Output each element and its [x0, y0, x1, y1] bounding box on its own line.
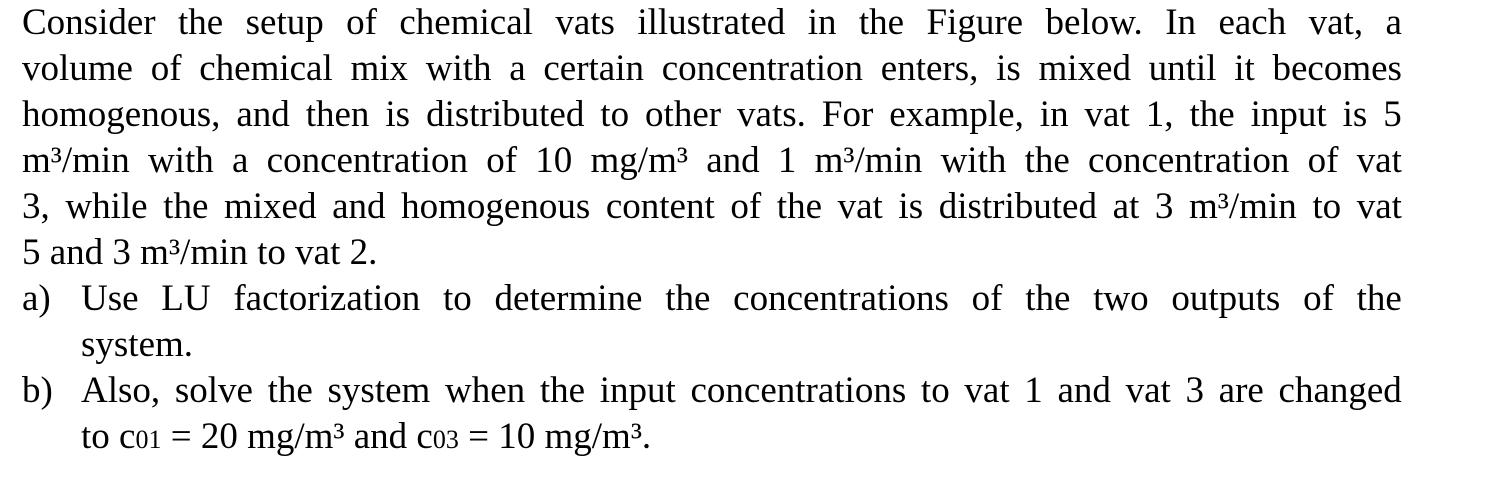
word: the — [163, 186, 209, 227]
word: concentration — [661, 48, 864, 89]
question-a — [22, 276, 1402, 368]
word: to — [1312, 186, 1342, 227]
word: Consider — [22, 2, 156, 43]
word: a — [509, 48, 526, 89]
intro-line-4 — [22, 138, 1402, 184]
word: to — [920, 370, 950, 411]
word: vat, — [1308, 2, 1364, 43]
c03-subscript: 03 — [432, 425, 459, 454]
word: m³/min — [1189, 186, 1297, 227]
word: mg/m³ — [590, 140, 688, 181]
word: the — [1025, 278, 1071, 319]
word: vat — [1356, 186, 1402, 227]
question-a-line-2: system. — [81, 324, 194, 365]
word: to — [600, 94, 630, 135]
intro-line-5 — [22, 184, 1402, 230]
word: the — [267, 370, 313, 411]
word: factorization — [233, 278, 421, 319]
word: when — [445, 370, 526, 411]
word: it — [1234, 48, 1255, 89]
word: then — [305, 94, 370, 135]
c03-suffix: = 10 mg/m³. — [458, 416, 652, 457]
question-a-marker: a) — [22, 278, 51, 319]
c03-prefix: = 20 mg/m³ and c — [161, 416, 433, 457]
word: mixed — [1038, 48, 1131, 89]
word: vat — [1356, 140, 1402, 181]
word: until — [1148, 48, 1217, 89]
word: the — [776, 186, 822, 227]
word: the — [1024, 140, 1070, 181]
word: certain — [543, 48, 644, 89]
word: Also, — [81, 370, 161, 411]
word: is — [996, 48, 1021, 89]
word: distributed — [938, 186, 1097, 227]
intro-line-3 — [22, 92, 1402, 138]
word: and — [706, 140, 760, 181]
word: in — [807, 2, 837, 43]
word: are — [1218, 370, 1264, 411]
word: distributed — [426, 94, 585, 135]
word: 3 — [1185, 370, 1204, 411]
question-a-line-1 — [81, 276, 1402, 322]
word: 10 — [535, 140, 573, 181]
word: of — [1307, 140, 1339, 181]
word: of — [346, 2, 377, 43]
word: a — [1385, 2, 1402, 43]
word: the — [539, 370, 586, 411]
word: and — [1057, 370, 1111, 411]
word: is — [1342, 94, 1368, 135]
word: example, — [889, 94, 1024, 135]
word: determine — [494, 278, 643, 319]
problem-text — [22, 0, 1402, 463]
word: the — [858, 2, 905, 43]
c01-prefix: to c — [81, 416, 136, 457]
word: below. — [1045, 2, 1143, 43]
word: and — [332, 186, 386, 227]
intro-line-2 — [22, 46, 1402, 92]
word: vat — [964, 370, 1010, 411]
word: setup — [245, 2, 324, 43]
word: with — [425, 48, 492, 89]
word: 5 — [1383, 94, 1402, 135]
word: with — [940, 140, 1007, 181]
word: homogenous, — [22, 94, 221, 135]
word: the — [1356, 278, 1402, 319]
question-b-line-2 — [81, 414, 1402, 463]
word: chemical — [399, 2, 533, 43]
word: the — [1189, 94, 1235, 135]
question-b — [22, 368, 1402, 463]
word: illustrated — [637, 2, 786, 43]
word: m³/min — [22, 140, 130, 181]
word: two — [1093, 278, 1149, 319]
intro-line-1 — [22, 0, 1402, 46]
word: each — [1218, 2, 1287, 43]
word: m³/min — [814, 140, 923, 181]
word: concentration — [1088, 140, 1290, 181]
word: of — [1303, 278, 1334, 319]
intro-paragraph — [22, 0, 1402, 276]
word: a — [231, 140, 249, 181]
word: solve — [174, 370, 253, 411]
word: becomes — [1272, 48, 1402, 89]
word: changed — [1278, 370, 1402, 411]
word: vat — [1125, 370, 1171, 411]
question-b-marker: b) — [22, 370, 53, 411]
word: of — [971, 278, 1003, 319]
word: while — [65, 186, 148, 227]
word: outputs — [1171, 278, 1281, 319]
word: to — [443, 278, 472, 319]
word: vats — [555, 2, 615, 43]
word: 3 — [1154, 186, 1174, 227]
word: 1 — [1024, 370, 1043, 411]
word: LU — [161, 278, 211, 319]
word: concentration — [266, 140, 468, 181]
word: 1, — [1145, 94, 1174, 135]
word: of — [150, 48, 182, 89]
word: 1 — [777, 140, 797, 181]
word: the — [178, 2, 224, 43]
word: In — [1165, 2, 1197, 43]
word: mix — [350, 48, 409, 89]
word: volume — [22, 48, 133, 89]
word: concentrations — [733, 278, 949, 319]
word: chemical — [199, 48, 333, 89]
word: and — [236, 94, 290, 135]
intro-line-6: 5 and 3 m³/min to vat 2. — [22, 232, 378, 273]
word: Figure — [926, 2, 1024, 43]
word: vats. — [737, 94, 806, 135]
word: is — [898, 186, 924, 227]
word: Use — [81, 278, 139, 319]
c01-subscript: 01 — [135, 425, 162, 454]
word: content — [605, 186, 715, 227]
word: of — [486, 140, 518, 181]
word: is — [385, 94, 411, 135]
question-b-line-1 — [81, 368, 1402, 414]
word: vat — [1084, 94, 1130, 135]
word: 3, — [22, 186, 50, 227]
word: with — [147, 140, 214, 181]
word: system — [327, 370, 431, 411]
word: mixed — [223, 186, 317, 227]
word: the — [665, 278, 711, 319]
word: of — [730, 186, 762, 227]
word: homogenous — [401, 186, 591, 227]
word: For — [821, 94, 874, 135]
word: input — [599, 370, 676, 411]
word: other — [645, 94, 722, 135]
word: in — [1039, 94, 1069, 135]
word: vat — [837, 186, 883, 227]
word: enters, — [880, 48, 979, 89]
word: concentrations — [690, 370, 907, 411]
word: input — [1250, 94, 1327, 135]
word: at — [1112, 186, 1140, 227]
